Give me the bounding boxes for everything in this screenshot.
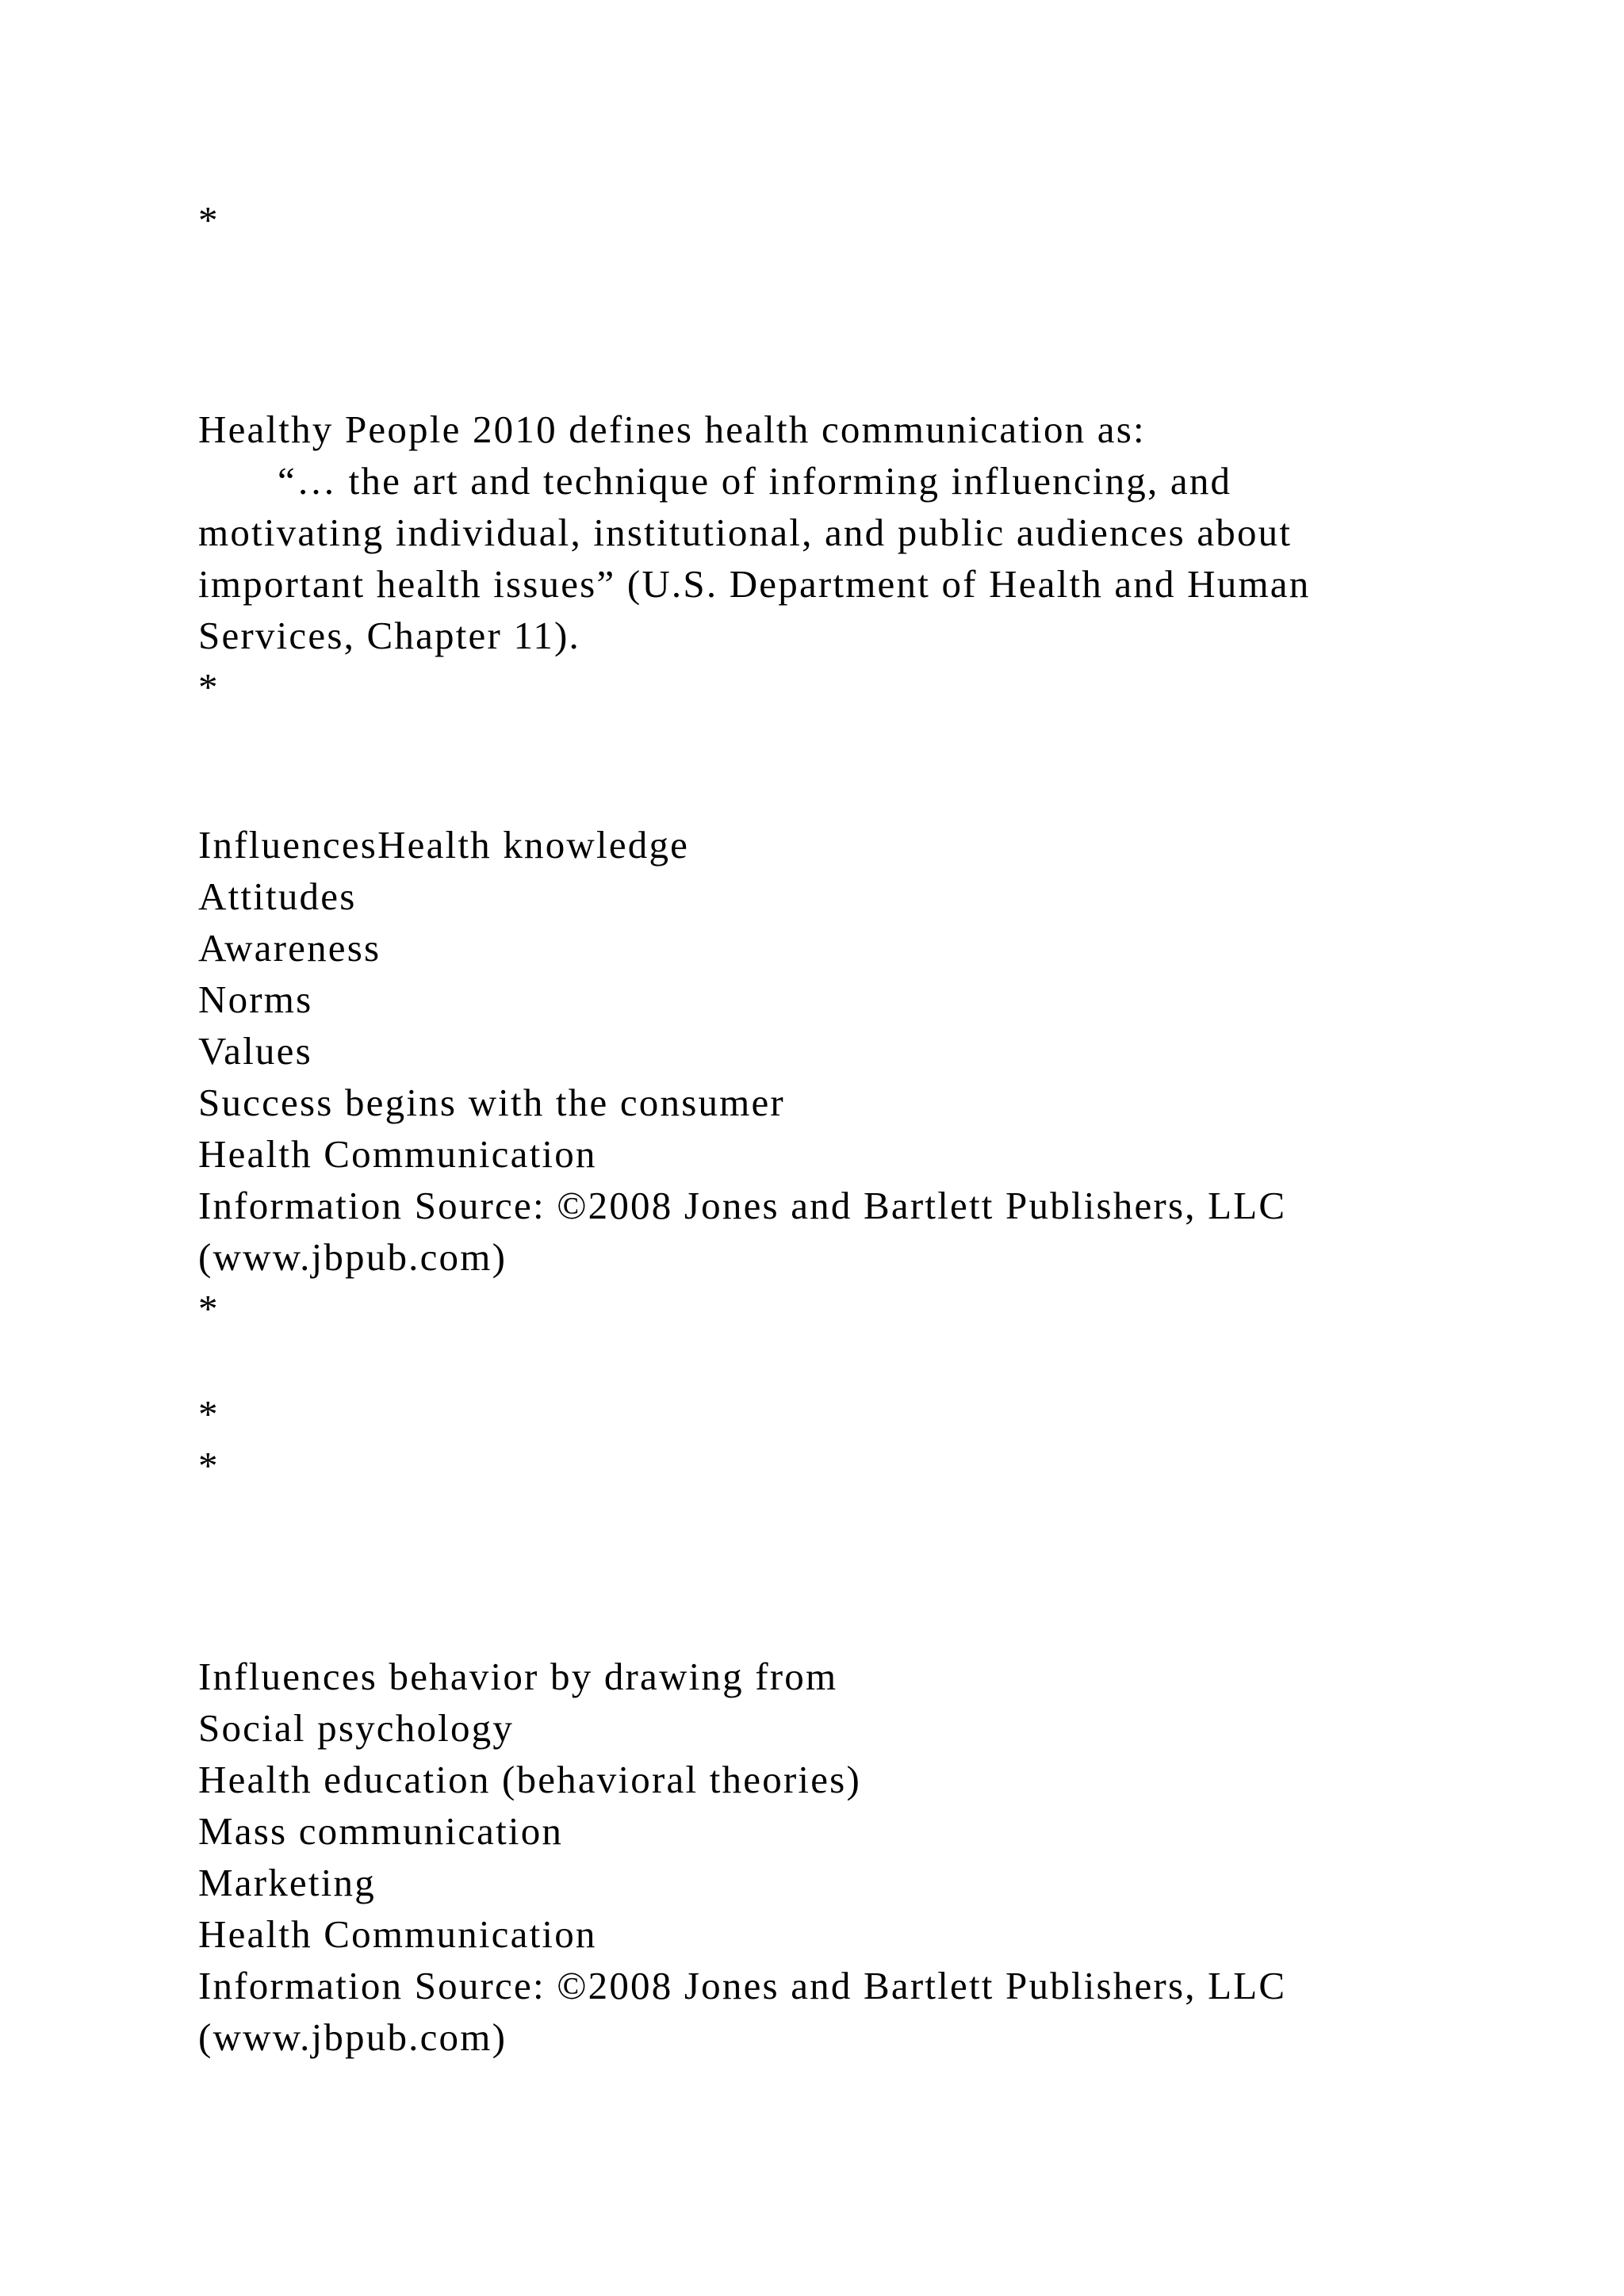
separator-asterisk: * [198,1444,220,1487]
separator-asterisk: * [198,665,220,709]
list-item: Success begins with the consumer [198,1081,785,1124]
separator-asterisk: * [198,198,220,242]
separator-asterisk: * [198,1392,220,1436]
source-url: (www.jbpub.com) [198,2015,508,2059]
document-page [198,0,1546,2296]
list-item: Awareness [198,926,381,970]
list-item: Attitudes [198,874,357,918]
definition-quote-line: important health issues” (U.S. Department of Health and Human [198,562,1311,606]
behavior-heading: Influences behavior by drawing from [198,1655,838,1698]
source-credit: Information Source: ©2008 Jones and Bartlett Publishers, LLC [198,1184,1287,1227]
list-item: Social psychology [198,1706,515,1750]
source-credit: Information Source: ©2008 Jones and Bartlett Publishers, LLC [198,1964,1287,2007]
separator-asterisk: * [198,1287,220,1330]
list-item: Norms [198,978,313,1021]
definition-heading: Healthy People 2010 defines health communication as: [198,408,1146,451]
source-url: (www.jbpub.com) [198,1235,508,1279]
section-title: Health Communication [198,1912,597,1956]
list-item: Marketing [198,1861,376,1904]
list-item: Values [198,1029,312,1073]
definition-quote-line: “… the art and technique of informing influencing, and [278,459,1232,503]
definition-citation: Services, Chapter 11). [198,614,581,657]
section-title: Health Communication [198,1132,597,1176]
influences-heading: InfluencesHealth knowledge [198,823,690,867]
list-item: Health education (behavioral theories) [198,1758,861,1801]
list-item: Mass communication [198,1809,564,1853]
definition-quote-line: motivating individual, institutional, and public audiences about [198,511,1293,554]
